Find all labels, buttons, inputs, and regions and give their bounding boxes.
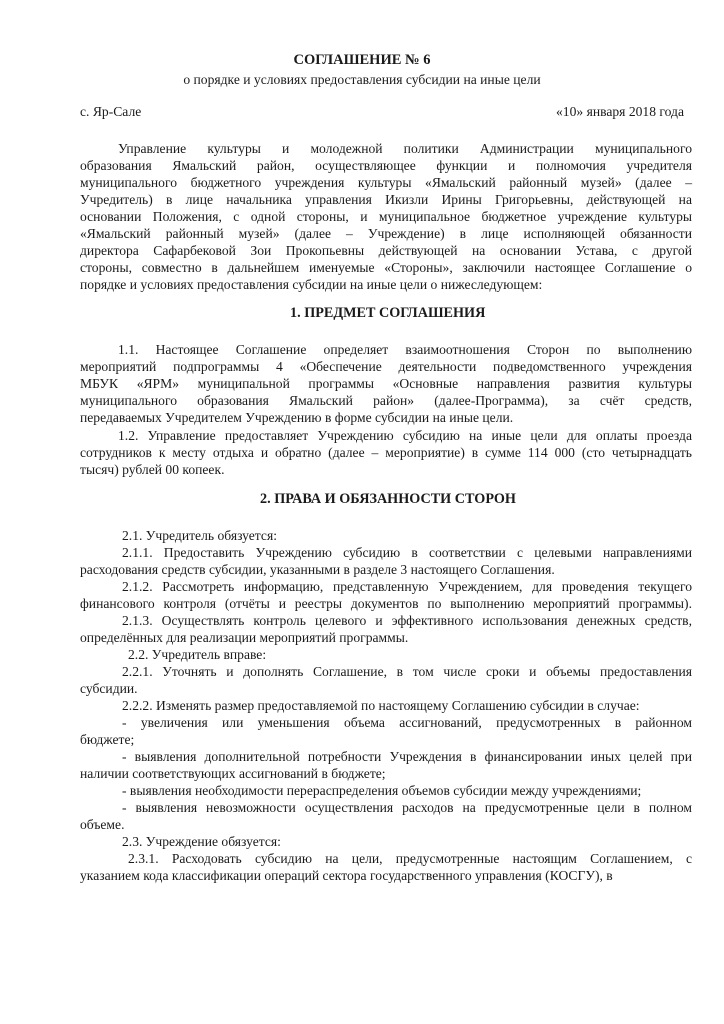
section-2-line: 2.1.1. Предоставить Учреждению субсидию в соответствии с целевыми направлениями — [122, 545, 692, 560]
section-2-line: 2.3.1. Расходовать субсидию на цели, предусмотренные настоящим Соглашением, с — [128, 851, 692, 866]
section-2-line: указанием кода классификации операций сектора государственного управления (КОСГУ), в — [80, 868, 613, 883]
document-subtitle: о порядке и условиях предоставления субсидии на иные цели — [183, 72, 541, 87]
intro-line: «Ямальский районный музей» (далее – Учреждение) в лице исполняющей обязанности — [80, 226, 692, 241]
section-2-line: - выявления дополнительной потребности Учреждения в финансировании иных целей при — [122, 749, 692, 764]
intro-line: образования Ямальский район, осуществляющее функции и полномочия учредителя — [80, 158, 692, 173]
section-1-heading: 1. ПРЕДМЕТ СОГЛАШЕНИЯ — [290, 305, 486, 321]
section-2-line: 2.2.1. Уточнять и дополнять Соглашение, в том числе сроки и объемы предоставления — [122, 664, 692, 679]
section-1-line: сотрудников к месту отдыха и обратно (далее – мероприятие) в сумме 114 000 (сто четырнадцать — [80, 445, 692, 460]
section-2-line: бюджете; — [80, 732, 135, 747]
section-2-line: финансового контроля (отчёты и реестры документов по выполнению мероприятий программы). — [80, 596, 692, 611]
section-1-line: 1.1. Настоящее Соглашение определяет взаимоотношения Сторон по выполнению — [118, 342, 692, 357]
section-2-line: - увеличения или уменьшения объема ассигнований, предусмотренных в районном — [122, 715, 692, 730]
section-1-line: МБУК «ЯРМ» муниципальной программы «Основные направления развития культуры — [80, 376, 692, 391]
section-2-line: 2.3. Учреждение обязуется: — [122, 834, 281, 849]
intro-line: порядке и условиях предоставления субсидии на иные цели о нижеследующем: — [80, 277, 543, 292]
intro-line: муниципального бюджетного учреждения культуры «Ямальский районный музей» (далее – — [80, 175, 692, 190]
section-2-line: - выявления невозможности осуществления расходов на предусмотренные цели в полном — [122, 800, 692, 815]
section-2-line: наличии соответствующих ассигнований в бюджете; — [80, 766, 386, 781]
date-label: «10» января 2018 года — [555, 104, 684, 119]
intro-line: основании Положения, с одной стороны, и муниципальное бюджетное учреждение культуры — [80, 209, 692, 224]
section-2-line: 2.1. Учредитель обязуется: — [122, 528, 277, 543]
place-label: с. Яр-Сале — [80, 104, 142, 119]
section-2-line: объеме. — [80, 817, 125, 832]
section-1-line: тысяч) рублей 00 копеек. — [80, 462, 225, 477]
document-title: СОГЛАШЕНИЕ № 6 — [293, 52, 431, 68]
section-2-line: 2.1.3. Осуществлять контроль целевого и эффективного использования денежных средств, — [122, 613, 692, 628]
section-1-line: передаваемых Учредителем Учреждению в форме субсидии на иные цели. — [80, 410, 514, 425]
section-2-line: 2.1.2. Рассмотреть информацию, представленную Учреждением, для проведения текущего — [122, 579, 692, 594]
section-2-line: 2.2. Учредитель вправе: — [128, 647, 267, 662]
intro-line: Управление культуры и молодежной политики Администрации муниципального — [118, 141, 692, 156]
section-2-line: расходования средств субсидии, указанными в разделе 3 настоящего Соглашения. — [80, 562, 555, 577]
section-2-line: - выявления необходимости перераспределения объемов субсидии между учреждениями; — [122, 783, 642, 798]
intro-line: Учредитель) в лице начальника управления Икизли Ирины Григорьевны, действующей на — [80, 192, 692, 207]
section-1-line: мероприятий подпрограммы 4 «Обеспечение деятельности подведомственного учреждения — [80, 359, 692, 374]
section-2-heading: 2. ПРАВА И ОБЯЗАННОСТИ СТОРОН — [260, 491, 516, 507]
section-2-line: субсидии. — [80, 681, 138, 696]
intro-line: директора Сафарбековой Зои Прокопьевны действующей на основании Устава, с другой — [80, 243, 692, 258]
section-2-line: определённых для реализации мероприятий программы. — [80, 630, 409, 645]
intro-line: стороны, совместно в дальнейшем именуемые «Стороны», заключили настоящее Соглашение о — [80, 260, 692, 275]
section-1-line: муниципального образования Ямальский район» (далее-Программа), за счёт средств, — [80, 393, 692, 408]
section-1-line: 1.2. Управление предоставляет Учреждению субсидию на иные цели для оплаты проезда — [118, 428, 692, 443]
section-2-line: 2.2.2. Изменять размер предоставляемой по настоящему Соглашению субсидии в случае: — [122, 698, 640, 713]
